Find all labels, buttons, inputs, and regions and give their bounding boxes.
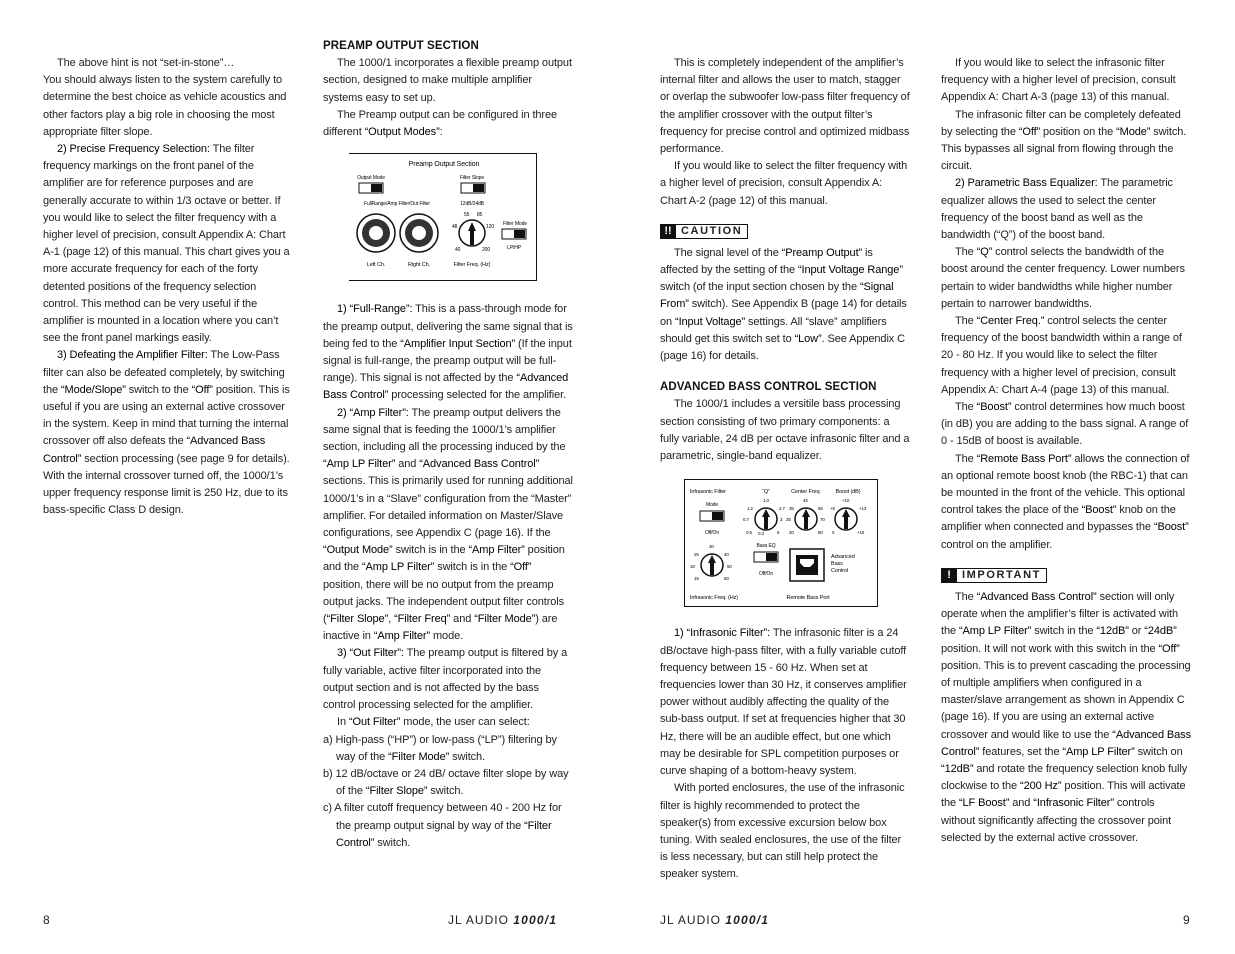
text: settings. All “slave” amplifiers should get this switch set to (660, 315, 887, 345)
keyword: “Filter Control” (336, 819, 552, 849)
tick-label: 55 (464, 212, 470, 219)
tick-label: 120 (486, 224, 495, 231)
label: Output Mode (357, 175, 385, 182)
keyword: “Output Mode” (323, 544, 393, 557)
text: control determines how much boost (in dB) you are adding to the bass signal. A range of 0 - 15dB of boost is available. (941, 401, 1189, 448)
tick-label: 35 (789, 506, 794, 512)
label: Mode (705, 502, 719, 509)
text: position. It will not work with this switch in the (941, 642, 1159, 655)
text: The (955, 246, 977, 259)
keyword: “Amp Filter” (373, 630, 431, 643)
label: 12dB/24dB (460, 201, 484, 208)
text: ) are inactive in (323, 613, 558, 643)
brand-name: JL AUDIO (448, 913, 509, 927)
text: , (388, 613, 395, 626)
paragraph (941, 451, 1191, 554)
keyword: “Filter Mode” (388, 750, 450, 763)
tick-label: 1.2 (747, 506, 753, 512)
tick-label: 0.7 (743, 517, 749, 523)
text: a) High-pass (“HP”) or low-pass (“LP”) filtering by way of the (323, 733, 557, 763)
keyword: “12dB” (941, 762, 974, 775)
keyword: 2) “Amp Filter”: (337, 406, 409, 419)
keyword: “LF Boost” (958, 797, 1010, 810)
switch-handle (514, 230, 525, 238)
text: switch on (1134, 745, 1183, 758)
text: section processing (see page 9 for details). With the internal crossover turned off, the 1000/1’s upper frequency response limit is 250 Hz, due to its bass-specific Class D design. (43, 452, 290, 517)
text: position, there will be no output from the preamp output jacks. The independent output filter controls ( (323, 578, 565, 626)
bass-control-figure (684, 479, 910, 613)
text: The signal level of the (674, 246, 782, 259)
text: The parametric equalizer allows the used to select the center frequency of the boost band as well as the bandwidth (“Q”) of the boost band. (941, 177, 1173, 242)
text: and (1009, 797, 1034, 810)
keyword: “Boost” (1081, 504, 1117, 517)
text: allows the connection of an optional remote boost knob (the RBC-1) that can be mounted in the front of the vehicle. This optional control takes the place of the (941, 452, 1190, 517)
text: : (439, 126, 443, 139)
tick-label: 70 (820, 517, 825, 523)
keyword: “Off” (191, 383, 213, 396)
paragraph (941, 175, 1191, 244)
text: The infrasonic filter can be completely defeated by selecting the (941, 108, 1181, 138)
switch-handle (712, 512, 723, 520)
keyword: “Infrasonic Filter” (1033, 797, 1114, 810)
keyword: “24dB” (1144, 625, 1177, 638)
text: The Low-Pass filter can also be defeated completely, by switching the (43, 349, 285, 396)
section-heading: PREAMP OUTPUT SECTION (323, 40, 479, 52)
tick-label: 60 (724, 576, 729, 582)
footer-right-brand (660, 913, 769, 927)
text: features, set the (979, 745, 1063, 758)
text: The (955, 452, 977, 465)
text: mode, the user can select: (400, 716, 530, 729)
label: Right Ch. (407, 262, 431, 269)
keyword: 2) Precise Frequency Selection: (57, 143, 210, 156)
list-item (323, 732, 573, 766)
keyword: “Advanced Bass Control” (323, 372, 569, 402)
label: Left Ch. (366, 262, 386, 269)
tick-label: 25 (786, 517, 791, 523)
tick-label: 0.3 (758, 531, 764, 537)
keyword: “Input Voltage Range” (797, 264, 903, 277)
tick-label: +5 (830, 506, 835, 512)
text: control selects the bandwidth of the boost around the center frequency. Lower numbers pertain to wider bandwidths while higher number pertain to narrower bandwidths. (941, 246, 1185, 310)
column-3 (660, 55, 910, 884)
paragraph: The above hint is not “set-in-stone”… (57, 57, 235, 69)
text: . See Appendix C (page 16) for details. (660, 332, 905, 363)
keyword: “Amp LP Filter” (323, 458, 396, 471)
keyword: “Preamp Output” (781, 246, 863, 259)
tick-label: 55 (818, 506, 823, 512)
paragraph (941, 107, 1191, 176)
label: Bass EQ (756, 543, 776, 550)
keyword: “Boost” (1153, 521, 1189, 534)
keyword: 3) “Out Filter”: (337, 647, 404, 660)
important-banner (941, 568, 1047, 583)
text: and (395, 458, 420, 471)
footer-left-page-number: 8 (43, 913, 51, 927)
text: section will only operate when the amplifier’s filter is activated with the (941, 590, 1179, 638)
text: position. This is useful if you are using an external active crossover in the system. Keep in mind that turning the internal crossover off also defeats the (43, 383, 290, 448)
label: Off/On (704, 530, 720, 537)
paragraph (941, 244, 1191, 313)
tick-label: 3 (780, 517, 783, 523)
paragraph: The 1000/1 includes a versitile bass processing section consisting of two primary components: a fully variable, 24 dB per octave infrasonic filter and a parametric, single-band equalizer. (660, 398, 910, 463)
column-1 (43, 55, 293, 519)
keyword: “200 Hz” (1020, 780, 1062, 793)
keyword: “Q” (976, 246, 993, 259)
paragraph: This is completely independent of the amplifier’s internal filter and allows the user to match, stagger or overlap the subwoofer low-pass filter frequency of the amplifier crossover with the output filter’s frequency for precise control and optimized midbass performance. (660, 57, 910, 156)
text: switch. This bypasses all signal from flowing through the circuit. (941, 125, 1187, 173)
switch-handle (766, 553, 777, 561)
keyword: “Filter Freq” (394, 613, 451, 626)
model-name: 1000/1 (513, 913, 558, 927)
text: In (337, 716, 349, 729)
tick-label: 40 (724, 552, 729, 558)
text: switch. (374, 836, 411, 849)
paragraph (43, 347, 293, 519)
text: sections. This is primarily used for running additional 1000/1’s in a “Slave” configuration from the “Master” amplifier. For detailed information on Master/Slave configurations, see Appendix C (page 16). If the (323, 475, 573, 540)
preamp-output-figure (349, 153, 573, 287)
column-2 (323, 38, 573, 852)
keyword: “Amp Filter” (468, 544, 525, 557)
text: switch). See Appendix B (page 14) for details on (660, 298, 907, 328)
text: The preamp output is filtered by a fully variable, active filter incorporated into the output section and is not affected by the bass control processing selected for the amplifier. (323, 647, 568, 712)
jack-hole (412, 226, 426, 240)
label: Infrasonic Freq. (Hz) (690, 595, 739, 602)
caution-banner (660, 224, 748, 239)
tick-label: 200 (482, 247, 491, 254)
tick-label: +10 (842, 498, 850, 504)
warning-icon: !! (660, 224, 676, 239)
text: control on the amplifier. (941, 538, 1053, 551)
paragraph (323, 107, 573, 141)
text: c) A filter cutoff frequency between 40 - 200 Hz for the preamp output signal by way of the (323, 802, 562, 832)
keyword: “Advanced Bass Control” (976, 590, 1097, 603)
keyword: “Signal From” (660, 281, 894, 311)
keyword: “Output Modes” (364, 126, 440, 139)
keyword: “Advanced Bass Control” (419, 458, 540, 471)
text: position on the (1040, 125, 1117, 138)
text: The infrasonic filter is a 24 dB/octave high-pass filter, with a fully variable cutoff frequency between 15 - 60 Hz. When set at frequencies lower than 30 Hz, it conserves amplifier power without audibly affecting the quality of the sub-bass output. If set at frequencies higher that 30 Hz, there will be an audible effect, but one which may be desirable for SPL competition purposes or curve shaping of a bottom-heavy system. (660, 627, 907, 778)
keyword: “Filter Slope” (365, 785, 428, 798)
tick-label: 0.5 (746, 530, 752, 536)
text: b) 12 dB/octave or 24 dB/ octave filter slope by way of the (323, 767, 569, 798)
preamp-panel-diagram (349, 153, 539, 281)
keyword: “Advanced Bass Control” (43, 435, 266, 465)
list-item (323, 800, 573, 852)
text: The filter frequency markings on the front panel of the amplifier are for reference purposes and are generally accurate to within 1/3 octave or better. If you would like to select the filter frequency with a higher level of precision, consult Appendix A: Chart A-1 (page 12) of this manual. This chart gives you a more accurate frequency for each of the forty detented positions of the frequency selection control. This method can be very useful if the amplifier is mounted in a location where you can’t see the front panel markings easily. (43, 143, 290, 345)
label: Off/On (758, 571, 774, 578)
label: Boost (dB) (835, 489, 861, 496)
text: The Preamp output can be configured in three different (323, 108, 558, 139)
keyword: “Input Voltage” (675, 315, 746, 328)
text: position. This will activate the (941, 780, 1186, 810)
figure-title: Preamp Output Section (408, 161, 480, 169)
caution-label: CAUTION (676, 224, 748, 239)
text: The preamp output delivers the same signal that is feeding the 1000/1’s amplifier section, including all the processing induced by the (323, 406, 566, 454)
text: switch (of the input section chosen by the (660, 281, 860, 294)
tick-label: 45 (803, 498, 808, 504)
tick-label: 85 (477, 212, 483, 219)
text: This is a pass-through mode for the preamp output, delivering the same signal that is being fed to the (323, 303, 573, 350)
label: LP/HP (507, 245, 521, 252)
keyword: “Amp LP Filter” (361, 561, 435, 574)
label: “Q” (762, 489, 770, 496)
text: The (955, 590, 977, 603)
text: and rotate the frequency selection knob fully clockwise to the (941, 762, 1188, 793)
tick-label: 40 (455, 247, 461, 254)
paragraph (323, 301, 573, 404)
important-label: IMPORTANT (957, 568, 1047, 583)
text: controls without significantly affecting the crossover point selected by the external active crossover. (941, 797, 1172, 844)
keyword: “Filter Slope” (326, 613, 389, 626)
text: and (450, 613, 475, 626)
text: is affected by the setting of the (660, 246, 873, 277)
keyword: “Amplifier Input Section” (400, 337, 516, 350)
keyword: “Out Filter” (348, 716, 401, 729)
keyword: 3) Defeating the Amplifier Filter: (57, 349, 208, 362)
list-item (323, 766, 573, 800)
keyword: “12dB” (1096, 625, 1129, 638)
text: The (955, 401, 977, 414)
paragraph (323, 645, 573, 714)
text: mode. (430, 630, 464, 643)
text: switch is in the (434, 561, 511, 574)
paragraph (43, 141, 293, 347)
switch-handle (473, 184, 484, 192)
text: position and the (323, 544, 565, 574)
tick-label: 48 (452, 224, 458, 231)
text: (If the input signal is full-range, the preamp output will be full-range). This signal is not affected by the (323, 337, 572, 385)
keyword: 1) “Full-Range”: (337, 303, 413, 316)
paragraph: If you would like to select the infrasonic filter frequency with a higher level of precision, consult Appendix A: Chart A-3 (page 13) of this manual. (941, 57, 1176, 104)
paragraph (323, 405, 573, 646)
paragraph (941, 399, 1191, 451)
paragraph (323, 714, 573, 731)
footer-right-page-number: 9 (1183, 913, 1191, 927)
keyword: “Mode/Slope” (60, 383, 126, 396)
tick-label: 20 (789, 530, 794, 536)
label: Filter Slope (459, 175, 485, 182)
tick-label: 80 (818, 530, 823, 536)
section-heading: ADVANCED BASS CONTROL SECTION (660, 381, 877, 394)
keyword: “Mode” (1116, 125, 1151, 138)
label: FullRange/Amp Filter/Out Filter (364, 201, 430, 208)
bass-control-panel-diagram (684, 479, 880, 607)
keyword: “Off” (1158, 642, 1180, 655)
tick-label: 15 (694, 576, 699, 582)
tick-label: 25 (694, 552, 699, 558)
text: knob on the amplifier when connected and bypasses the (941, 504, 1176, 534)
keyword: “Amp LP Filter” (958, 625, 1032, 638)
text: processing selected for the amplifier. (388, 389, 567, 402)
label: Remote Bass Port (786, 595, 830, 602)
model-name: 1000/1 (725, 913, 770, 927)
column-4 (941, 55, 1191, 847)
paragraph: The 1000/1 incorporates a flexible preamp output section, designed to make multiple amplifier systems easy to set up. (323, 57, 572, 104)
label: Infrasonic Filter (690, 489, 726, 496)
tick-label: 30 (709, 544, 714, 550)
tick-label: +13 (859, 506, 867, 512)
paragraph: If you would like to select the filter frequency with a higher level of precision, consult Appendix A: Chart A-2 (page 12) of this manual. (660, 160, 908, 207)
keyword: 1) “Infrasonic Filter”: (674, 627, 771, 640)
label: Control (831, 568, 849, 575)
keyword: “Boost” (976, 401, 1012, 414)
label: Advanced (831, 554, 855, 561)
text: The (955, 315, 977, 328)
paragraph (660, 245, 910, 365)
label: Filter Freq. (Hz) (453, 262, 491, 269)
label: Center Freq. (791, 489, 821, 496)
warning-icon: ! (941, 568, 957, 583)
tick-label: 18 (690, 564, 695, 570)
text: or (1128, 625, 1145, 638)
paragraph: With ported enclosures, the use of the infrasonic filter is highly recommended to protect the speaker(s) from excessive excursion below box tuning. With sealed enclosures, the use of the filter is less necessary, but can still help protect the speaker system. (660, 782, 905, 881)
keyword: “Off” (1018, 125, 1041, 138)
keyword: “Amp LP Filter” (1062, 745, 1135, 758)
footer-left-brand (448, 913, 557, 927)
keyword: “Remote Bass Port” (976, 452, 1072, 465)
tick-label: 6 (777, 530, 780, 536)
paragraph (660, 625, 910, 780)
keyword: “Off” (510, 561, 532, 574)
text: control selects the center frequency of the boost bandwidth within a range of 20 - 80 Hz. If you would like to select the filter frequency with a higher level of precision, consult Appendix A: Chart A-4 (page 13) of this manual. (941, 315, 1182, 396)
paragraph (941, 589, 1191, 847)
text: switch. (449, 750, 486, 763)
paragraph: You should always listen to the system carefully to determine the best choice as vehicle acoustics and other factors play a big role in choosing the most appropriate filter slope. (43, 74, 287, 138)
text: switch in the (1031, 625, 1097, 638)
tick-label: +15 (857, 530, 865, 536)
tick-label: 0 (832, 530, 835, 536)
jack-hole (369, 226, 383, 240)
text: switch is in the (392, 544, 469, 557)
text: switch to the (125, 383, 192, 396)
keyword: “Low” (794, 332, 822, 345)
tick-label: 1.0 (763, 498, 769, 504)
tick-label: 2.7 (779, 506, 785, 512)
text: switch. (427, 785, 464, 798)
label: Filter Mode (503, 221, 527, 228)
keyword: “Center Freq.” (976, 315, 1045, 328)
text: position. This is to prevent cascading the processing of multiple amplifiers when configured in a master/slave arrangement as shown in Appendix C (page 16). If you are using an external active crossover and would like to use the (941, 659, 1191, 741)
keyword: 2) Parametric Bass Equalizer: (955, 177, 1098, 190)
keyword: “Advanced Bass Control” (941, 728, 1191, 758)
switch-handle (371, 184, 382, 192)
brand-name: JL AUDIO (660, 913, 721, 927)
keyword: “Filter Mode” (474, 613, 536, 626)
label: Bass (831, 561, 843, 568)
paragraph (941, 313, 1191, 399)
tick-label: 50 (727, 564, 732, 570)
